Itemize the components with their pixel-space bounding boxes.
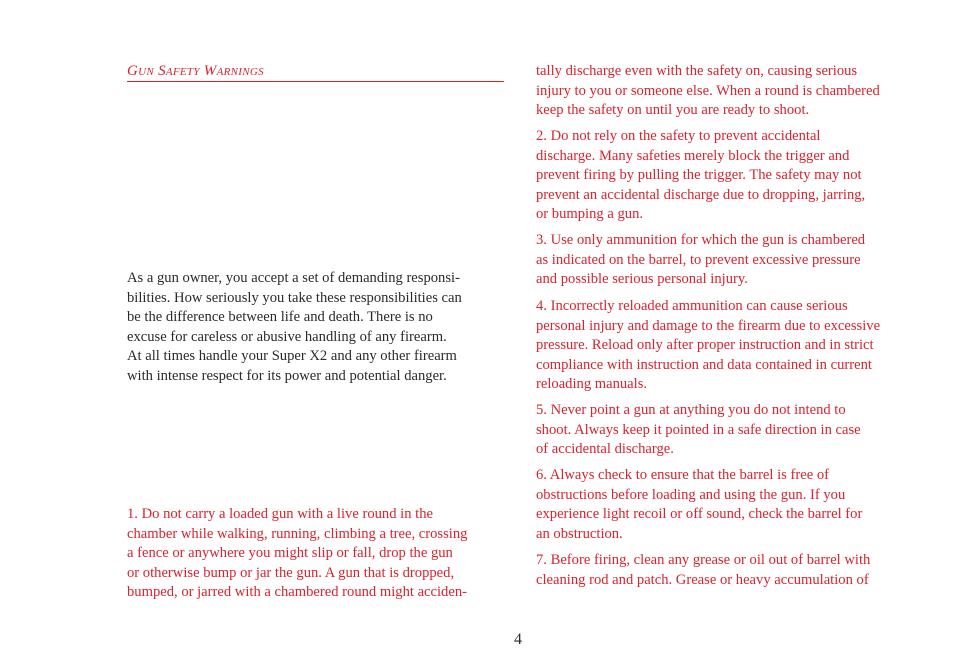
warning-line: of accidental discharge.: [536, 441, 674, 457]
intro-line: At all times handle your Super X2 and any other firearm: [127, 348, 457, 364]
page-number: 4: [514, 631, 522, 648]
warning-line: compliance with instruction and data contained in current: [536, 356, 872, 373]
intro-line: excuse for careless or abusive handling of any firearm.: [127, 328, 447, 345]
warning-3: [536, 231, 865, 290]
warning-line: cleaning rod and patch. Grease or heavy accumulation of: [536, 571, 869, 588]
intro-line: be the difference between life and death. There is no: [127, 309, 433, 325]
warning-5: [536, 401, 861, 460]
warning-line: 5. Never point a gun at anything you do not intend to: [536, 402, 846, 418]
warning-line: 1. Do not carry a loaded gun with a live round in the: [127, 506, 433, 522]
warning-line: or bumping a gun.: [536, 206, 644, 222]
warning-line: personal injury and damage to the firearm due to excessive: [536, 317, 881, 334]
warning-line: an obstruction.: [536, 525, 623, 542]
intro-line: with intense respect for its power and potential danger.: [127, 367, 447, 384]
warning-line: as indicated on the barrel, to prevent excessive pressure: [536, 251, 861, 268]
warning-line: 2. Do not rely on the safety to prevent accidental: [536, 128, 821, 144]
warning-line: experience light recoil or off sound, check the barrel for: [536, 506, 863, 522]
warning-line: keep the safety on until you are ready to shoot.: [536, 102, 810, 118]
intro-paragraph: [127, 269, 462, 386]
warning-7: [536, 551, 870, 590]
section-heading: Gun Safety Warnings: [127, 62, 504, 82]
warning-line: or otherwise bump or jar the gun. A gun that is dropped,: [127, 564, 455, 581]
warning-line: 7. Before firing, clean any grease or oil out of barrel with: [536, 552, 871, 568]
warning-4: [536, 297, 880, 395]
warning-line: bumped, or jarred with a chambered round might acciden-: [127, 584, 467, 600]
warning-line: reloading manuals.: [536, 376, 648, 392]
warning-line: tally discharge even with the safety on, causing serious: [536, 63, 858, 79]
warning-line: shoot. Always keep it pointed in a safe direction in case: [536, 421, 861, 438]
intro-line: bilities. How seriously you take these responsibilities can: [127, 289, 462, 306]
warning-line: prevent an accidental discharge due to dropping, jarring,: [536, 186, 866, 203]
warning-line: discharge. Many safeties merely block the trigger and: [536, 147, 850, 164]
warning-line: pressure. Reload only after proper instruction and in strict: [536, 337, 874, 353]
warning-1: [127, 505, 467, 603]
warning-2: [536, 127, 865, 225]
warning-line: 3. Use only ammunition for which the gun is chambered: [536, 232, 866, 248]
warning-line: and possible serious personal injury.: [536, 271, 748, 287]
warning-line: a fence or anywhere you might slip or fall, drop the gun: [127, 545, 453, 561]
warning-6: [536, 466, 862, 544]
warning-1-continued: [536, 62, 880, 121]
warning-line: injury to you or someone else. When a round is chambered: [536, 82, 880, 99]
warning-line: prevent firing by pulling the trigger. The safety may not: [536, 167, 862, 183]
warning-line: 4. Incorrectly reloaded ammunition can cause serious: [536, 298, 848, 314]
warning-line: 6. Always check to ensure that the barrel is free of: [536, 467, 829, 483]
intro-line: As a gun owner, you accept a set of demanding responsi-: [127, 270, 460, 286]
warning-line: chamber while walking, running, climbing a tree, crossing: [127, 525, 468, 542]
warning-line: obstructions before loading and using the gun. If you: [536, 486, 846, 503]
